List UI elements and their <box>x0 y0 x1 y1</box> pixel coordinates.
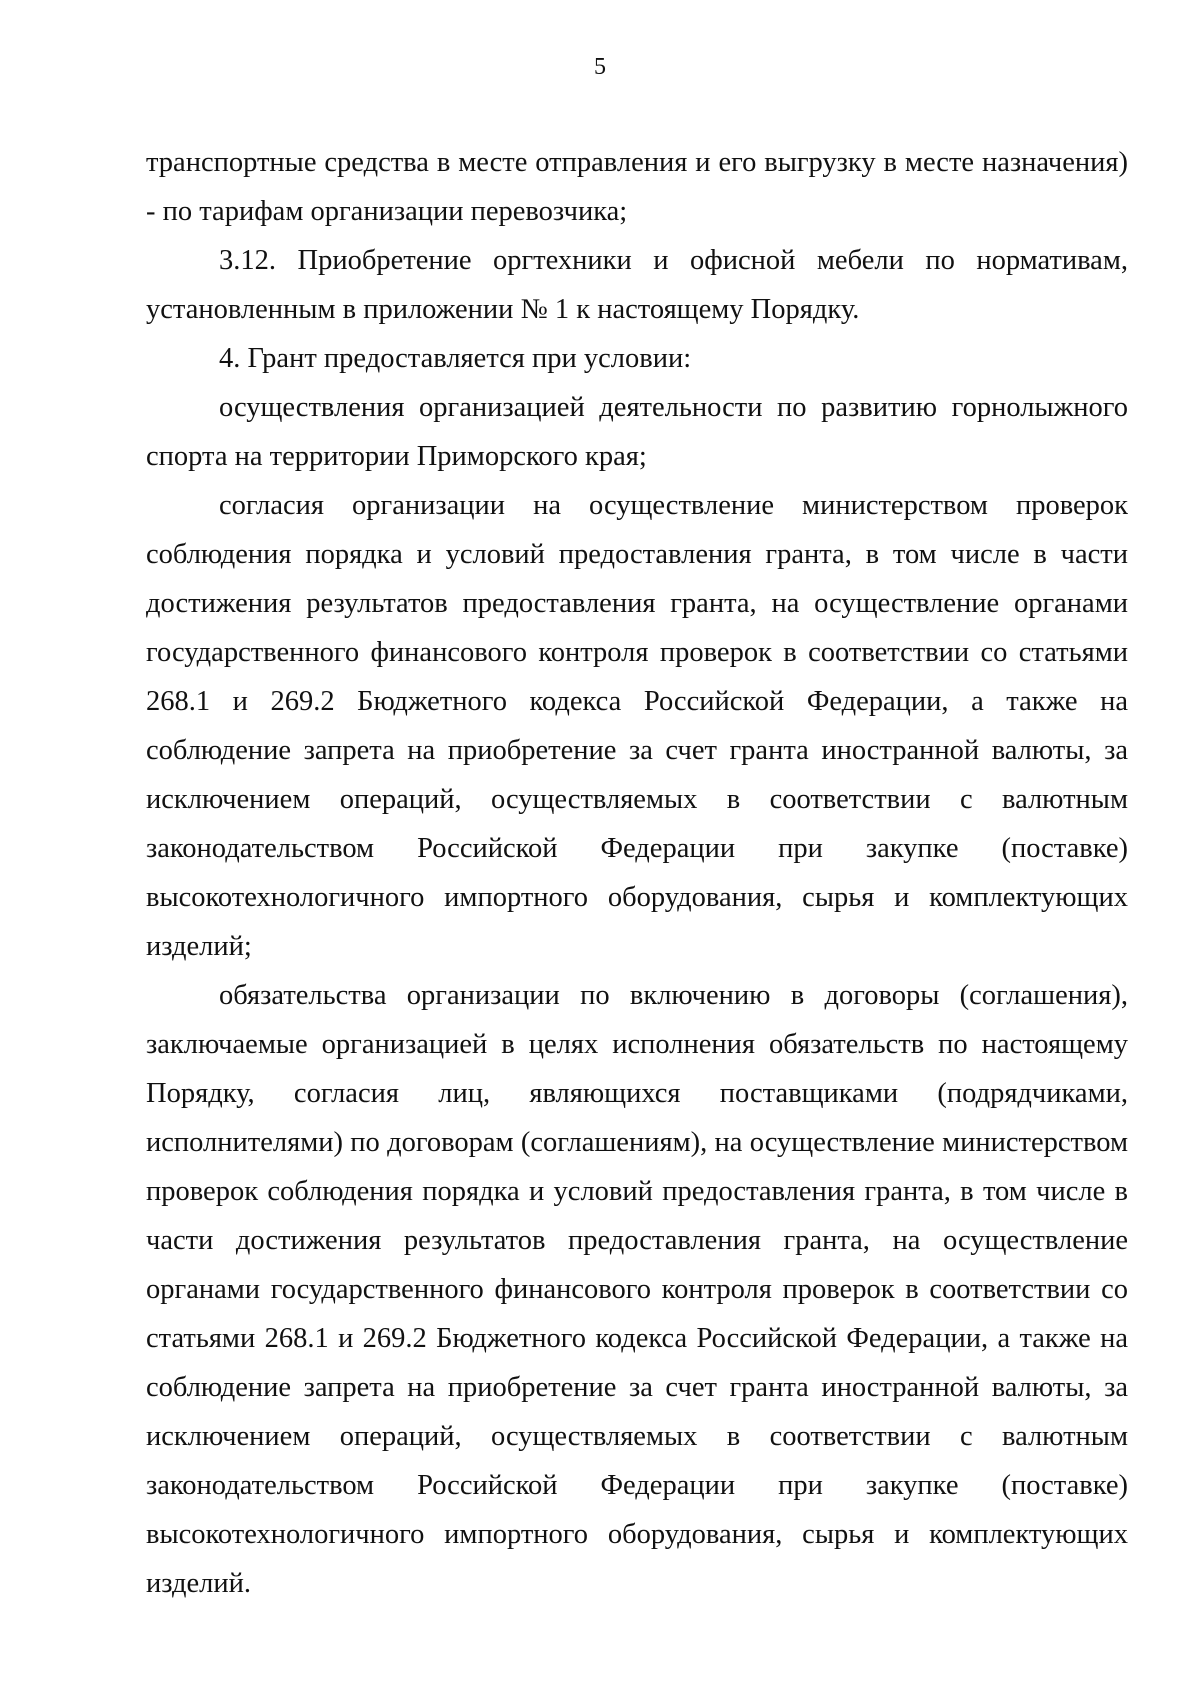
paragraph-condition-activity: осуществления организацией деятельности по развитию горнолыжного спорта на территории Приморского края; <box>146 392 1128 472</box>
document-body <box>146 138 1128 1608</box>
page-number: 5 <box>594 54 606 80</box>
paragraph-condition-consent: согласия организации на осуществление министерством проверок соблюдения порядка и условий предоставления гранта, в том числе в части достижения результатов предоставления гранта, на осуществление органами государственного финансового контроля проверок в соответствии со статьями 268.1 и 269.2 Бюджетного кодекса Российской Федерации, а также на соблюдение запрета на приобретение за счет гранта иностранной валюты, за исключением операций, осуществляемых в соответствии с валютным законодательством Российской Федерации при закупке (поставке) высокотехнологичного импортного оборудования, сырья и комплектующих изделий; <box>146 490 1128 962</box>
paragraph-4: 4. Грант предоставляется при условии: <box>219 343 692 374</box>
paragraph-condition-obligation: обязательства организации по включению в договоры (соглашения), заключаемые организацией в целях исполнения обязательств по настоящему Порядку, согласия лиц, являющихся поставщиками (подрядчиками, исполнителями) по договорам (соглашениям), на осуществление министерством проверок соблюдения порядка и условий предоставления гранта, в том числе в части достижения результатов предоставления гранта, на осуществление органами государственного финансового контроля проверок в соответствии со статьями 268.1 и 269.2 Бюджетного кодекса Российской Федерации, а также на соблюдение запрета на приобретение за счет гранта иностранной валюты, за исключением операций, осуществляемых в соответствии с валютным законодательством Российской Федерации при закупке (поставке) высокотехнологичного импортного оборудования, сырья и комплектующих изделий. <box>146 980 1128 1599</box>
paragraph-continuation: транспортные средства в месте отправления и его выгрузку в месте назначения) - по тарифам организации перевозчика; <box>146 147 1128 227</box>
paragraph-3-12: 3.12. Приобретение оргтехники и офисной мебели по нормативам, установленным в приложении № 1 к настоящему Порядку. <box>146 245 1128 325</box>
